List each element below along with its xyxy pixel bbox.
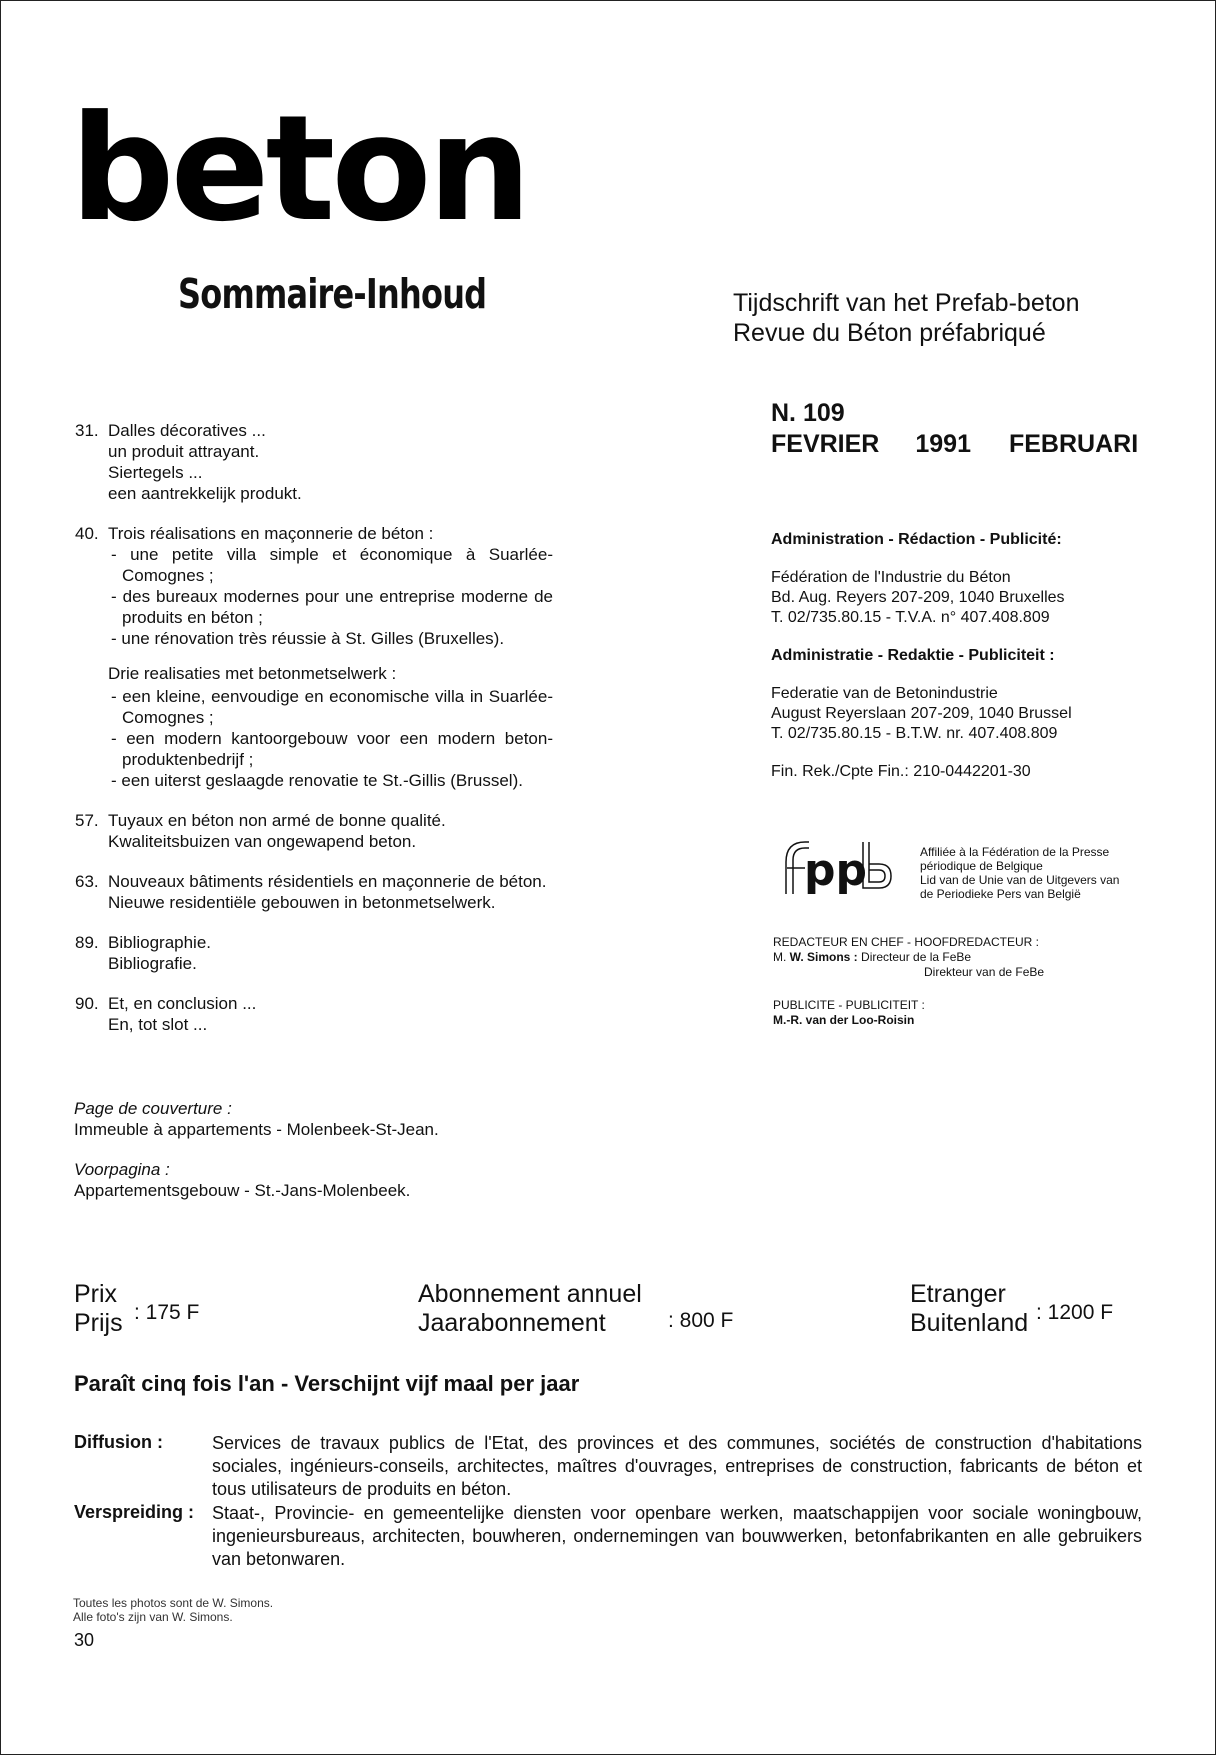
fppb-logo (771, 838, 899, 898)
toc-line: Drie realisaties met betonmetselwerk : (108, 664, 397, 683)
admin-address-fr (771, 568, 1131, 628)
magazine-logo: beton (70, 84, 528, 254)
page-number: 30 (74, 1630, 95, 1650)
toc-entry (75, 810, 553, 852)
issue-month-fr: FEVRIER (771, 430, 880, 458)
toc-line: Tuyaux en béton non armé de bonne qualité. (108, 811, 446, 830)
issue-year: 1991 (915, 430, 971, 458)
magazine-subtitle (733, 288, 1079, 348)
publicity-name: M.-R. van der Loo-Roisin (773, 1013, 915, 1027)
toc-line: Dalles décoratives ... (108, 421, 266, 440)
toc-page-number: 90. (75, 994, 99, 1013)
toc-line: En, tot slot ... (108, 1015, 208, 1034)
toc-sublist-fr (108, 544, 553, 649)
address-line: T. 02/735.80.15 - B.T.W. nr. 407.408.809 (771, 725, 1058, 742)
price-label-nl: Buitenland (910, 1309, 1029, 1337)
photo-credits (73, 1596, 273, 1624)
bank-account: Fin. Rek./Cpte Fin.: 210-0442201-30 (771, 763, 1031, 780)
editor-name-line (773, 950, 1044, 965)
toc-line: Siertegels ... (108, 463, 203, 482)
toc-subitem: - une petite villa simple et économique à Suarlée-Comognes ; (108, 544, 553, 586)
price-single (74, 1280, 200, 1338)
toc-page-number: 63. (75, 872, 99, 891)
toc-line: Bibliographie. (108, 933, 212, 952)
toc-entry (75, 932, 553, 974)
price-label-fr: Prix (74, 1280, 118, 1308)
price-label-nl: Jaarabonnement (418, 1309, 606, 1337)
toc-entry (75, 420, 553, 504)
editor-prefix: M. (773, 950, 790, 964)
editor-title: REDACTEUR EN CHEF - HOOFDREDACTEUR : (773, 935, 1040, 949)
toc-page-number: 40. (75, 524, 99, 543)
issue-number: N. 109 (771, 399, 845, 427)
toc-line: Nieuwe residentiële gebouwen in betonmetselwerk. (108, 893, 496, 912)
cover-label-fr: Page de couverture : (74, 1099, 232, 1118)
admin-heading-fr: Administration - Rédaction - Publicité: (771, 531, 1062, 548)
toc-page-number: 89. (75, 933, 99, 952)
address-line: August Reyerslaan 207-209, 1040 Brussel (771, 705, 1072, 722)
admin-address-nl (771, 684, 1131, 744)
address-line: Federatie van de Betonindustrie (771, 685, 998, 702)
issue-info (771, 398, 1171, 460)
editor-name: W. Simons : (789, 950, 858, 964)
toc-page-number: 57. (75, 811, 99, 830)
toc-line: Kwaliteitsbuizen van ongewapend beton. (108, 832, 417, 851)
price-label-fr: Abonnement annuel (418, 1280, 642, 1308)
toc-line: un produit attrayant. (108, 442, 260, 461)
toc-subitem: - een uiterst geslaagde renovatie te St.-Gillis (Brussel). (108, 770, 553, 791)
price-label-fr: Etranger (910, 1280, 1006, 1308)
toc-sublist-nl (108, 686, 553, 791)
price-foreign (910, 1280, 1114, 1338)
diffusion-text: Services de travaux publics de l'Etat, des provinces et des communes, sociétés de construction d'habitations sociales, ingénieurs-conseils, architectes, maîtres d'ouvrages, entreprises de construction, fabricants de béton et tous utilisateurs de produits en béton. (212, 1433, 1142, 1499)
cover-label-nl: Voorpagina : (74, 1160, 170, 1179)
subtitle-nl: Tijdschrift van het Prefab-beton (733, 289, 1080, 317)
affiliation-line: périodique de Belgique (920, 859, 1043, 873)
price-value: : 175 F (134, 1301, 200, 1324)
toc-line: Bibliografie. (108, 954, 197, 973)
affiliation-line: de Periodieke Pers van België (920, 887, 1081, 901)
toc-subitem: - een modern kantoorgebouw voor een modern beton-produktenbedrijf ; (108, 728, 553, 770)
cover-text-nl: Appartementsgebouw - St.-Jans-Molenbeek. (74, 1181, 411, 1200)
price-amount: 175 F (145, 1301, 200, 1324)
toc-line: een aantrekkelijk produkt. (108, 484, 302, 503)
toc-line: Nouveaux bâtiments résidentiels en maçonnerie de béton. (108, 872, 547, 891)
diffusion-label: Diffusion : (74, 1432, 163, 1452)
address-line: Fédération de l'Industrie du Béton (771, 569, 1011, 586)
subtitle-fr: Revue du Béton préfabriqué (733, 319, 1046, 347)
credit-nl: Alle foto's zijn van W. Simons. (73, 1610, 233, 1624)
price-value: : 1200 F (1036, 1301, 1114, 1324)
price-annual (418, 1280, 734, 1338)
credit-fr: Toutes les photos sont de W. Simons. (73, 1596, 274, 1610)
address-line: Bd. Aug. Reyers 207-209, 1040 Bruxelles (771, 589, 1065, 606)
price-label-nl: Prijs (74, 1309, 123, 1337)
editor-role-fr: Directeur de la FeBe (857, 950, 972, 964)
editor-block (773, 935, 1044, 1028)
toc-line: Trois réalisations en maçonnerie de béton : (108, 524, 434, 543)
administration-block (771, 530, 1131, 800)
table-of-contents (75, 420, 553, 1054)
issue-month-nl: FEBRUARI (1008, 430, 1139, 458)
affiliation-line: Affiliée à la Fédération de la Presse (920, 845, 1110, 859)
toc-entry (75, 871, 553, 913)
toc-page-number: 31. (75, 421, 99, 440)
toc-subitem: - een kleine, eenvoudige en economische villa in Suarlée-Comognes ; (108, 686, 553, 728)
price-amount: 800 F (679, 1309, 734, 1332)
toc-subitem: - une rénovation très réussie à St. Gilles (Bruxelles). (108, 628, 553, 649)
price-value: : 800 F (668, 1309, 734, 1332)
issue-date (771, 429, 1171, 460)
price-amount: 1200 F (1047, 1301, 1114, 1324)
address-line: T. 02/735.80.15 - T.V.A. n° 407.408.809 (771, 609, 1050, 626)
toc-entry (75, 993, 553, 1035)
verspreiding-text: Staat-, Provincie- en gemeentelijke diensten voor openbare werken, maatschappijen voor sociale woningbouw, ingenieursbureaus, architecten, bouwheren, ondernemingen van bouwwerken, betonfabrikanten en alle gebruikers van betonwaren. (212, 1503, 1142, 1569)
affiliation-line: Lid van de Unie van de Uitgevers van (920, 873, 1120, 887)
admin-heading-nl: Administratie - Redaktie - Publiciteit : (771, 647, 1055, 664)
publication-frequency: Paraît cinq fois l'an - Verschijnt vijf maal per jaar (74, 1371, 580, 1396)
publicity-title: PUBLICITE - PUBLICITEIT : (773, 998, 925, 1012)
cover-caption (74, 1098, 439, 1201)
toc-entry (75, 523, 553, 791)
section-title: Sommaire-Inhoud (178, 270, 487, 318)
toc-line: Et, en conclusion ... (108, 994, 257, 1013)
svg-text:pp: pp (804, 845, 867, 896)
cover-text-fr: Immeuble à appartements - Molenbeek-St-Jean. (74, 1120, 439, 1139)
press-affiliation (920, 845, 1140, 901)
toc-subitem: - des bureaux modernes pour une entreprise moderne de produits en béton ; (108, 586, 553, 628)
verspreiding-label: Verspreiding : (74, 1502, 195, 1522)
editor-role-nl: Direkteur van de FeBe (924, 965, 1045, 979)
